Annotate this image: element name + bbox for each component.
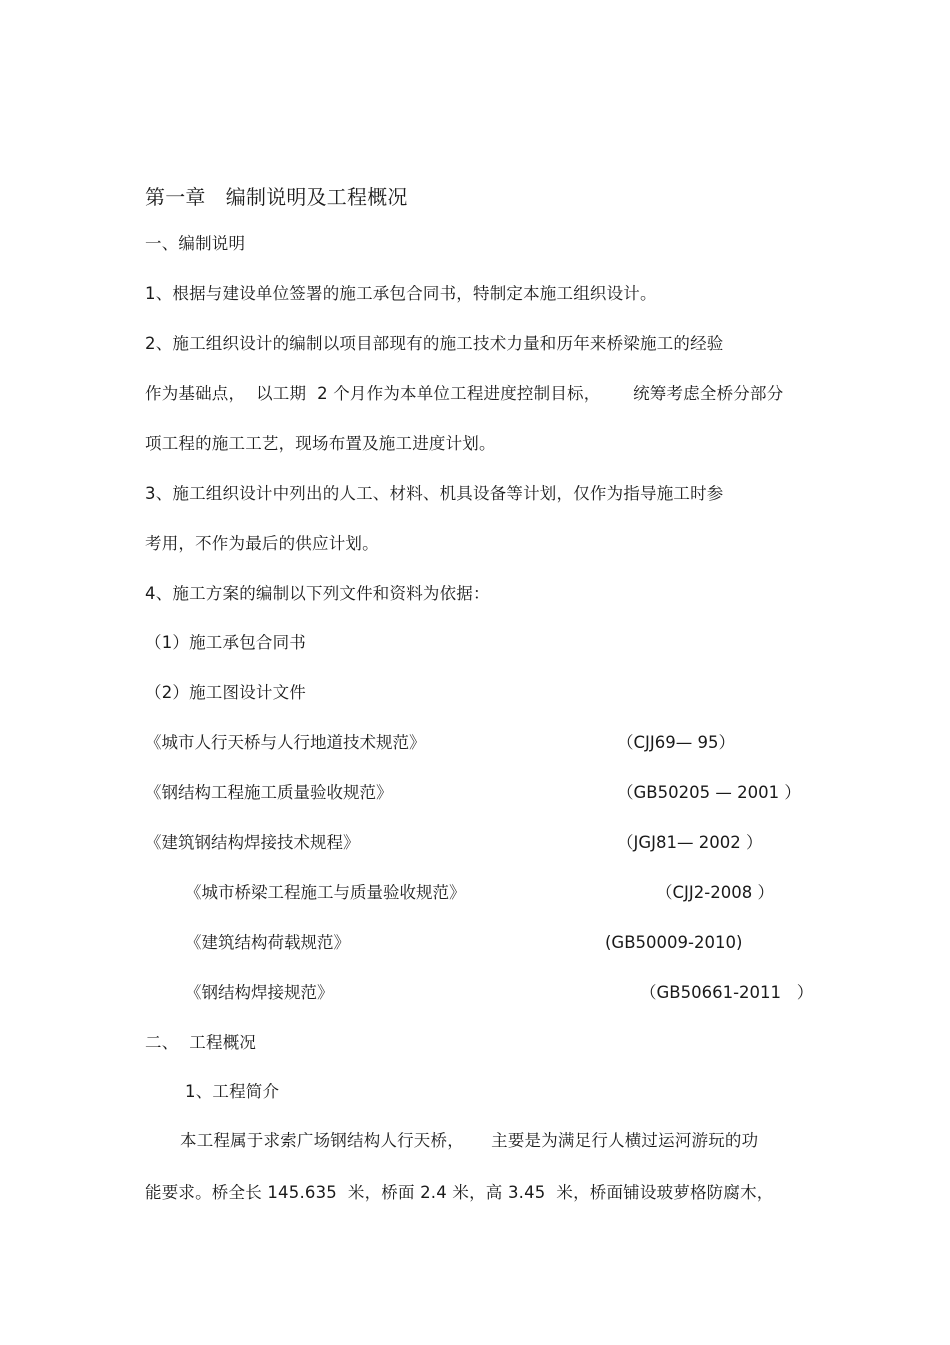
standard-name: 《建筑钢结构焊接技术规程》 (145, 833, 360, 852)
paragraph-3-line-2: 考用，不作为最后的供应计划。 (145, 534, 379, 553)
paragraph-1: 1、根据与建设单位签署的施工承包合同书，特制定本施工组织设计。 (145, 284, 657, 303)
standard-name: 《建筑结构荷载规范》 (185, 933, 350, 952)
standard-name: 《钢结构焊接规范》 (185, 983, 334, 1002)
section-heading-2: 二、 工程概况 (145, 1033, 257, 1052)
paragraph-2-line-2: 作为基础点， 以工期 2 个月作为本单位工程进度控制目标， 统筹考虑全桥分部分 (145, 384, 784, 403)
standard-code: （CJJ69— 95） (617, 733, 735, 752)
standard-code: （GB50661-2011 ） (640, 983, 814, 1002)
standard-name: 《钢结构工程施工质量验收规范》 (145, 783, 393, 802)
overview-line-1: 本工程属于求索广场钢结构人行天桥， 主要是为满足行人横过运河游玩的功 (180, 1131, 759, 1150)
standard-name: 《城市人行天桥与人行地道技术规范》 (145, 733, 426, 752)
standard-code: （CJJ2-2008 ） (656, 883, 774, 902)
standard-code: （JGJ81— 2002 ） (617, 833, 763, 852)
list-item-2: （2）施工图设计文件 (145, 683, 306, 702)
paragraph-2-line-3: 项工程的施工工艺，现场布置及施工进度计划。 (145, 434, 496, 453)
chapter-title: 第一章 编制说明及工程概况 (145, 185, 408, 209)
overview-line-2: 能要求。桥全长 145.635 米，桥面 2.4 米，高 3.45 米，桥面铺设玻萝格防腐木， (145, 1183, 774, 1202)
subsection-heading: 1、工程简介 (185, 1082, 280, 1101)
paragraph-2-line-1: 2、施工组织设计的编制以项目部现有的施工技术力量和历年来桥梁施工的经验 (145, 334, 724, 353)
standard-code: (GB50009-2010) (605, 933, 743, 952)
standard-name: 《城市桥梁工程施工与质量验收规范》 (185, 883, 466, 902)
section-heading-1: 一、编制说明 (145, 234, 246, 253)
paragraph-4: 4、施工方案的编制以下列文件和资料为依据： (145, 584, 490, 603)
standard-code: （GB50205 — 2001 ） (617, 783, 801, 802)
list-item-1: （1）施工承包合同书 (145, 633, 306, 652)
paragraph-3-line-1: 3、施工组织设计中列出的人工、材料、机具设备等计划，仅作为指导施工时参 (145, 484, 724, 503)
